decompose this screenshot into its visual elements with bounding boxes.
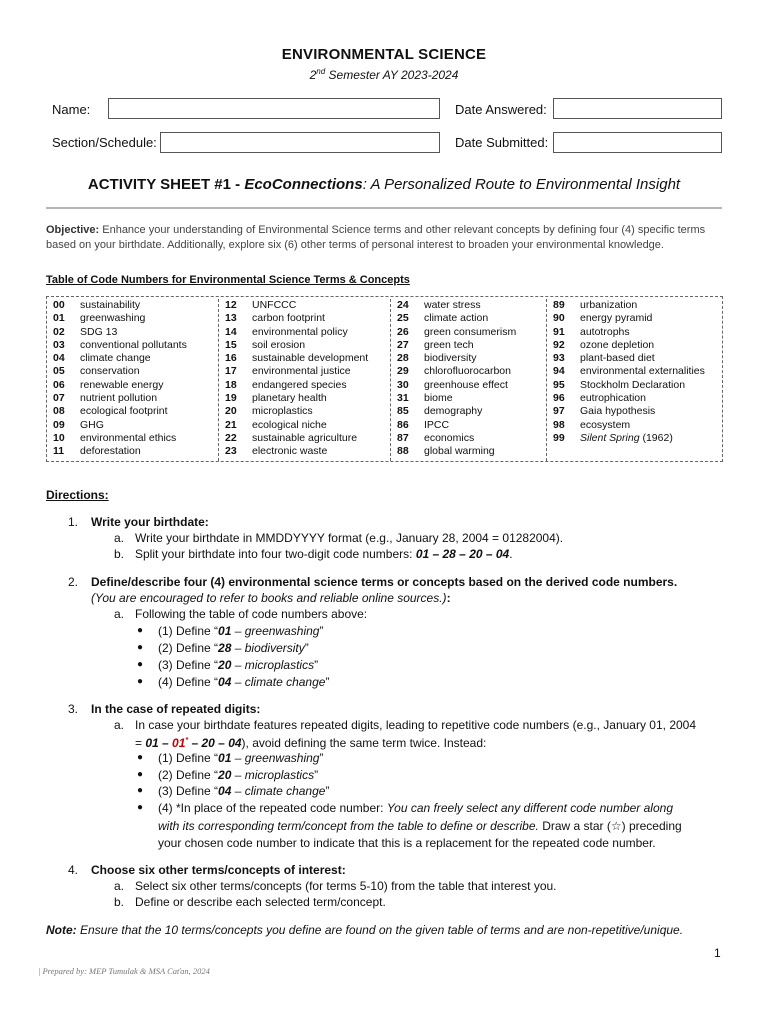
code-row: [219, 392, 391, 405]
code-column-1: [47, 299, 218, 461]
code-term: urbanization: [580, 299, 638, 311]
s3-item-4-line-1: [158, 800, 673, 817]
step-3-title: In the case of repeated digits:: [91, 702, 261, 716]
define-item-term: – greenwashing: [231, 751, 320, 765]
code-row: [547, 352, 723, 365]
code-number: 14: [225, 325, 237, 338]
activity-name: EcoConnections: [244, 176, 363, 193]
code-row: [47, 339, 218, 352]
step-2a-text: Following the table of code numbers above:: [135, 607, 368, 621]
code-row: [219, 419, 391, 432]
code-term: GHG: [80, 418, 104, 431]
step-4b-text: Define or describe each selected term/concept.: [135, 895, 386, 909]
code-number: 11: [53, 445, 65, 458]
code-row: [547, 365, 723, 378]
code-row: [391, 432, 547, 445]
step-1-number: 1.: [68, 515, 79, 529]
step-1-title: Write your birthdate:: [91, 515, 209, 529]
define-item-code: 28: [218, 641, 232, 655]
code-term: electronic waste: [252, 445, 328, 458]
code-number: 04: [53, 352, 65, 365]
code-term: water stress: [424, 299, 481, 311]
step-1b-label: b.: [114, 547, 125, 561]
code-term: chlorofluorocarbon: [424, 365, 511, 378]
code-row: [47, 299, 218, 312]
code-number: 27: [397, 338, 409, 351]
code-term: Gaia hypothesis: [580, 405, 656, 418]
code-number: 97: [553, 405, 565, 418]
code-row: [219, 405, 391, 418]
bullet-icon: ●: [137, 659, 144, 670]
s3-item-4-line-3: your chosen code number to indicate that this is a replacement for the repeated code number.: [158, 836, 656, 850]
semester-ordinal-suffix: nd: [316, 67, 326, 76]
step-3a-example: [135, 733, 486, 752]
step-2-number: 2.: [68, 575, 79, 589]
code-term: ecological footprint: [80, 405, 168, 418]
code-number: 02: [53, 325, 65, 338]
code-row: [47, 405, 218, 418]
define-item: [158, 750, 323, 767]
define-item-post: ”: [314, 658, 319, 672]
code-term: plant-based diet: [580, 352, 655, 365]
code-term: energy pyramid: [580, 312, 653, 325]
code-term: planetary health: [252, 392, 327, 405]
define-item: [158, 640, 309, 657]
code-number: 99: [553, 431, 565, 444]
directions-heading: Directions:: [46, 488, 109, 502]
code-number: 96: [553, 392, 565, 405]
code-term: carbon footprint: [252, 312, 325, 325]
code-term: ecosystem: [580, 418, 631, 431]
code-term: sustainable development: [252, 352, 369, 365]
code-term: Stockholm Declaration: [580, 378, 686, 391]
s3-item-4-line-2: [158, 818, 682, 835]
code-term: SDG 13: [80, 325, 118, 338]
code-row: [547, 405, 723, 418]
code-term: sustainability: [80, 299, 141, 311]
bullet-icon: ●: [137, 785, 144, 796]
code-term: green consumerism: [424, 325, 517, 338]
code-number: 18: [225, 378, 237, 391]
step-4a-label: a.: [114, 879, 125, 893]
code-column-2: [218, 299, 391, 461]
code-number: 06: [53, 378, 65, 391]
code-row: [547, 392, 723, 405]
bullet-icon: ●: [137, 642, 144, 653]
code-row: [547, 339, 723, 352]
step-2-note-text: (You are encouraged to refer to books and reliable online sources.): [91, 591, 447, 605]
s3-item-4-italic-2: with its corresponding term/concept from the table to define or describe.: [158, 819, 539, 833]
code-row: [219, 299, 391, 312]
code-row: [391, 299, 547, 312]
divider: [46, 207, 722, 209]
step-3a-label: a.: [114, 718, 125, 732]
s3-example-star: *: [185, 737, 189, 744]
code-number: 00: [53, 299, 65, 311]
define-item: [158, 657, 318, 674]
define-item-pre: (2) Define “: [158, 767, 219, 782]
step-4-number: 4.: [68, 863, 79, 877]
code-number: 92: [553, 338, 565, 351]
code-row: [391, 379, 547, 392]
document-title: ENVIRONMENTAL SCIENCE: [281, 46, 487, 63]
code-term: greenhouse effect: [424, 378, 508, 391]
s3-example-repeated-code: 01: [172, 736, 186, 750]
step-3-number: 3.: [68, 702, 79, 716]
code-term-italic: Silent Spring: [580, 431, 640, 444]
define-item-term: – climate change: [231, 675, 326, 689]
step-4b-label: b.: [114, 895, 125, 909]
define-item-code: 04: [218, 784, 232, 798]
code-number: 08: [53, 405, 65, 418]
code-number: 16: [225, 352, 237, 365]
activity-subtitle: : A Personalized Route to Environmental Insight: [362, 176, 681, 193]
step-1b-text-main: Split your birthdate into four two-digit code numbers:: [135, 547, 416, 561]
code-number: 86: [397, 418, 409, 431]
bullet-icon: ●: [137, 752, 144, 763]
code-number: 21: [225, 418, 237, 431]
step-2a-label: a.: [114, 607, 125, 621]
code-number: 03: [53, 338, 65, 351]
code-row: [391, 339, 547, 352]
code-number: 30: [397, 378, 409, 391]
code-row: [219, 326, 391, 339]
code-term: [580, 432, 673, 444]
code-term: UNFCCC: [252, 299, 297, 311]
code-column-4: [546, 299, 723, 461]
define-item-term: – biodiversity: [231, 641, 305, 655]
step-4-title: Choose six other terms/concepts of interest:: [91, 863, 346, 877]
page-number: 1: [714, 946, 721, 960]
code-number: 07: [53, 392, 65, 405]
code-row: [219, 352, 391, 365]
code-term: green tech: [424, 338, 474, 351]
step-1b-end: .: [509, 547, 513, 561]
semester-ordinal: 2: [309, 68, 317, 82]
code-row: [219, 365, 391, 378]
code-term: environmental externalities: [580, 365, 705, 378]
code-row: [219, 432, 391, 445]
code-number: 10: [53, 431, 65, 444]
s3-example-suffix: ), avoid defining the same term twice. Instead:: [241, 736, 487, 750]
code-row: [47, 432, 218, 445]
define-item-term: – microplastics: [231, 658, 315, 672]
code-number: 31: [397, 392, 409, 405]
date-answered-field[interactable]: [553, 98, 722, 119]
define-item-term: – climate change: [231, 784, 326, 798]
objective: [46, 223, 726, 253]
code-number: 12: [225, 299, 237, 311]
code-row: [547, 312, 723, 325]
note: [46, 922, 683, 939]
define-item-post: ”: [304, 641, 309, 655]
define-item-pre: (1) Define “: [158, 624, 219, 638]
code-number: 91: [553, 325, 565, 338]
code-term: ecological niche: [252, 418, 327, 431]
code-number: 17: [225, 365, 237, 378]
code-term: sustainable agriculture: [252, 431, 358, 444]
code-number: 28: [397, 352, 409, 365]
define-item-pre: (1) Define “: [158, 751, 219, 765]
define-item-code: 01: [218, 624, 232, 638]
note-label: Note:: [46, 923, 77, 937]
code-number: 24: [397, 299, 409, 311]
code-row: [391, 326, 547, 339]
code-term: greenwashing: [80, 312, 146, 325]
code-number: 22: [225, 431, 237, 444]
code-number: 88: [397, 445, 409, 458]
define-item-term: – microplastics: [231, 767, 315, 782]
s3-example-dash-3: –: [214, 736, 229, 750]
code-term: demography: [424, 405, 483, 418]
code-column-3: [390, 299, 547, 461]
s3-item-4-prefix: (4) *In place of the repeated code number:: [158, 801, 387, 815]
code-number: 29: [397, 365, 409, 378]
define-item-code: 20: [218, 658, 232, 672]
s3-example-dash-2: –: [188, 736, 202, 750]
code-number: 01: [53, 312, 65, 325]
code-row: [219, 445, 391, 458]
s3-example-dash-1: –: [158, 736, 173, 750]
date-answered-label: Date Answered:: [455, 102, 547, 117]
objective-text: Enhance your understanding of Environmental Science terms and other relevant concepts by defining four (4) specific terms based on your birthdate. Additionally, explore six (6) other terms of personal interest to broaden your environmental knowledge.: [46, 224, 706, 251]
step-1b-codes: 01 – 28 – 20 – 04: [415, 547, 510, 561]
code-table: [46, 296, 723, 462]
table-title: Table of Code Numbers for Environmental Science Terms & Concepts: [46, 274, 410, 286]
code-term: eutrophication: [580, 392, 646, 405]
code-row: [391, 419, 547, 432]
code-term: biodiversity: [424, 352, 477, 365]
code-row: [547, 432, 723, 445]
define-item-post: ”: [325, 675, 330, 689]
step-2-title: Define/describe four (4) environmental science terms or concepts based on the derived code numbers.: [91, 575, 678, 589]
code-number: 90: [553, 312, 565, 325]
code-row: [391, 405, 547, 418]
name-field[interactable]: [108, 98, 440, 119]
code-row: [547, 299, 723, 312]
s3-example-code-3: 20: [201, 736, 215, 750]
activity-heading: [0, 176, 768, 193]
bullet-icon: ●: [137, 802, 144, 813]
define-item-post: ”: [319, 624, 324, 638]
code-row: [219, 312, 391, 325]
bullet-icon: ●: [137, 768, 144, 780]
code-number: 23: [225, 445, 237, 458]
code-row: [47, 352, 218, 365]
code-row: [391, 365, 547, 378]
s3-example-code-1: 01: [145, 736, 159, 750]
code-number: 26: [397, 325, 409, 338]
define-item-post: ”: [325, 784, 330, 798]
code-term: renewable energy: [80, 378, 164, 391]
name-label: Name:: [52, 102, 91, 117]
code-number: 93: [553, 352, 565, 365]
bullet-icon: ●: [137, 625, 144, 636]
define-item: [158, 783, 329, 800]
code-term: autotrophs: [580, 325, 630, 338]
code-row: [47, 312, 218, 325]
define-item-pre: (4) Define “: [158, 675, 219, 689]
code-term: global warming: [424, 445, 495, 458]
s3-item-4-italic: You can freely select any different code number along: [386, 801, 673, 815]
code-number: 15: [225, 338, 237, 351]
code-term: nutrient pollution: [80, 392, 158, 405]
code-row: [391, 392, 547, 405]
code-term: conventional pollutants: [80, 338, 187, 351]
code-term: IPCC: [424, 418, 450, 431]
code-term: environmental justice: [252, 365, 351, 378]
define-item-code: 01: [218, 751, 232, 765]
code-row: [391, 352, 547, 365]
code-row: [391, 445, 547, 458]
code-row: [47, 392, 218, 405]
code-row: [47, 445, 218, 458]
define-item-post: ”: [319, 751, 324, 765]
code-number: 95: [553, 378, 565, 391]
code-row: [547, 419, 723, 432]
code-number: 19: [225, 392, 237, 405]
section-schedule-label: Section/Schedule:: [52, 135, 157, 150]
code-term: microplastics: [252, 405, 313, 418]
objective-label: Objective:: [46, 224, 100, 236]
code-term: conservation: [80, 365, 140, 378]
s3-item-4-star-text: Draw a star (☆) preceding: [538, 819, 682, 833]
step-2-note: [91, 590, 451, 607]
code-number: 87: [397, 431, 409, 444]
semester-text: Semester AY 2023-2024: [325, 68, 459, 82]
date-submitted-label: Date Submitted:: [455, 135, 549, 150]
code-number: 89: [553, 299, 565, 311]
code-row: [47, 419, 218, 432]
note-text: Ensure that the 10 terms/concepts you define are found on the given table of terms and are non-repetitive/unique.: [76, 923, 684, 937]
code-term: climate action: [424, 312, 489, 325]
s3-example-prefix: =: [135, 736, 146, 750]
code-term: soil erosion: [252, 338, 306, 351]
code-number: 25: [397, 312, 409, 325]
code-row: [391, 312, 547, 325]
define-item-post: ”: [314, 767, 319, 782]
code-row: [219, 339, 391, 352]
define-item-pre: (2) Define “: [158, 641, 219, 655]
section-schedule-field[interactable]: [160, 132, 440, 153]
define-item-term: – greenwashing: [231, 624, 320, 638]
code-term: deforestation: [80, 445, 141, 458]
define-item-pre: (3) Define “: [158, 658, 219, 672]
code-number: 98: [553, 418, 565, 431]
code-term: economics: [424, 431, 475, 444]
define-item: [158, 674, 329, 691]
step-1a-label: a.: [114, 531, 125, 545]
define-item: [158, 767, 318, 784]
s3-example-code-4: 04: [228, 736, 242, 750]
define-item: [158, 623, 323, 640]
code-number: 20: [225, 405, 237, 418]
code-number: 09: [53, 418, 65, 431]
code-term: biome: [424, 392, 453, 405]
date-submitted-field[interactable]: [553, 132, 722, 153]
code-term: ozone depletion: [580, 338, 655, 351]
code-term: environmental policy: [252, 325, 348, 338]
code-row: [547, 326, 723, 339]
code-number: 05: [53, 365, 65, 378]
code-row: [219, 379, 391, 392]
define-item-code: 04: [218, 675, 232, 689]
code-term: environmental ethics: [80, 431, 177, 444]
define-item-code: 20: [218, 767, 232, 782]
define-item-pre: (3) Define “: [158, 784, 219, 798]
bullet-icon: ●: [137, 676, 144, 687]
code-number: 13: [225, 312, 237, 325]
code-row: [547, 379, 723, 392]
code-row: [47, 326, 218, 339]
code-row: [47, 379, 218, 392]
step-1b-text: [135, 546, 513, 563]
code-term: endangered species: [252, 378, 347, 391]
code-term: climate change: [80, 352, 151, 365]
step-4a-text: Select six other terms/concepts (for terms 5-10) from the table that interest you.: [135, 879, 557, 893]
step-2-note-colon: :: [446, 591, 451, 605]
footer-credit: | Prepared by: MEP Tumulak & MSA Caťan, 2024: [38, 966, 210, 976]
code-number: 94: [553, 365, 565, 378]
code-number: 85: [397, 405, 409, 418]
activity-number: ACTIVITY SHEET #1 -: [87, 176, 245, 193]
code-term-year: (1962): [639, 431, 673, 444]
step-3a-text: In case your birthdate features repeated digits, leading to repetitive code numbers (e.g., January 01, 2004: [135, 718, 697, 732]
step-1a-text: Write your birthdate in MMDDYYYY format (e.g., January 28, 2004 = 01282004).: [135, 531, 564, 545]
semester-subtitle: [0, 67, 768, 82]
code-row: [47, 365, 218, 378]
